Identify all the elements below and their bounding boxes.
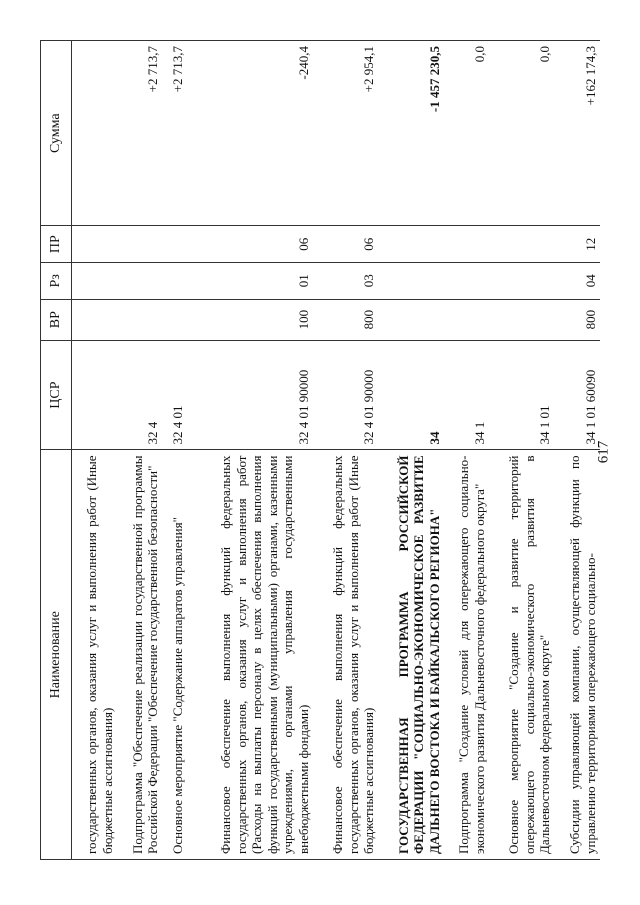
table-row [72,41,118,860]
row-csr: 34 [379,340,444,450]
row-vr [444,299,489,340]
row-pr: 06 [313,226,378,263]
row-rz [489,262,554,299]
row-sum: -240,4 [188,41,313,226]
row-name: Финансовое обеспечение выполнения функций федеральных государственных органов, оказания услуг и выполнения работ (Расходы на выплаты персоналу в целях обеспечения выполнения функций государственными (муниципальными) органами, казенными учреждениями, органами управления государственными внебюджетными фондами) [188,450,313,860]
row-sum: +2 954,1 [313,41,378,226]
row-vr [117,299,162,340]
row-name: ГОСУДАРСТВЕННАЯ ПРОГРАММА РОССИЙСКОЙ ФЕДЕРАЦИИ "СОЦИАЛЬНО-ЭКОНОМИЧЕСКОЕ РАЗВИТИЕ ДАЛЬНЕГО ВОСТОКА И БАЙКАЛЬСКОГО РЕГИОНА" [379,450,444,860]
table-row [379,41,444,860]
table-row [117,41,162,860]
row-pr [72,226,118,263]
table-row [444,41,489,860]
row-sum: -1 457 230,5 [379,41,444,226]
row-vr [163,299,188,340]
row-sum: +2 713,7 [117,41,162,226]
row-rz: 01 [188,262,313,299]
row-rz [163,262,188,299]
row-name: Финансовое обеспечение выполнения функций федеральных государственных органов, оказания услуг и выполнения работ (Иные бюджетные ассигнования) [313,450,378,860]
header-name: Наименование [41,450,72,860]
row-sum: +2 713,7 [163,41,188,226]
row-csr: 32 4 [117,340,162,450]
row-name: Подпрограмма "Обеспечение реализации государственной программы Российской Федерации "Обеспечение государственной безопасности" [117,450,162,860]
row-rz [117,262,162,299]
row-pr [379,226,444,263]
header-pr: ПР [41,226,72,263]
table-row [163,41,188,860]
budget-table [40,40,600,860]
header-vr: ВР [41,299,72,340]
row-name: государственных органов, оказания услуг и выполнения работ (Иные бюджетные ассигнования) [72,450,118,860]
table-row [489,41,554,860]
row-csr: 34 1 [444,340,489,450]
row-sum: +162 174,3 [555,41,600,226]
row-sum: 0,0 [489,41,554,226]
row-sum [72,41,118,226]
table-row [313,41,378,860]
row-vr [489,299,554,340]
rotated-page [40,40,600,860]
row-pr [489,226,554,263]
row-csr: 34 1 01 [489,340,554,450]
row-csr: 32 4 01 90000 [313,340,378,450]
row-rz [444,262,489,299]
row-csr: 34 1 01 60090 [555,340,600,450]
row-pr [163,226,188,263]
row-rz [72,262,118,299]
row-name: Субсидии управляющей компании, осуществляющей функции по управлению территориями опережающего социально- [555,450,600,860]
table-row [555,41,600,860]
row-pr [444,226,489,263]
row-csr [72,340,118,450]
row-rz: 03 [313,262,378,299]
row-pr: 12 [555,226,600,263]
row-pr: 06 [188,226,313,263]
row-vr [72,299,118,340]
row-name: Основное мероприятие "Содержание аппаратов управления" [163,450,188,860]
row-name: Подпрограмма "Создание условий для опережающего социально-экономического развития Дальневосточного федерального округа" [444,450,489,860]
row-vr: 800 [555,299,600,340]
page-number: 617 [595,440,612,464]
table-row [188,41,313,860]
row-vr: 100 [188,299,313,340]
row-name: Основное мероприятие "Создание и развитие территорий опережающего социально-экономического развития в Дальневосточном федеральном округе" [489,450,554,860]
table-header-row [41,41,72,860]
row-rz: 04 [555,262,600,299]
row-rz [379,262,444,299]
row-sum: 0,0 [444,41,489,226]
row-csr: 32 4 01 90000 [188,340,313,450]
header-sum: Сумма [41,41,72,226]
row-csr: 32 4 01 [163,340,188,450]
row-vr: 800 [313,299,378,340]
header-rz: Рз [41,262,72,299]
row-vr [379,299,444,340]
row-pr [117,226,162,263]
header-csr: ЦСР [41,340,72,450]
